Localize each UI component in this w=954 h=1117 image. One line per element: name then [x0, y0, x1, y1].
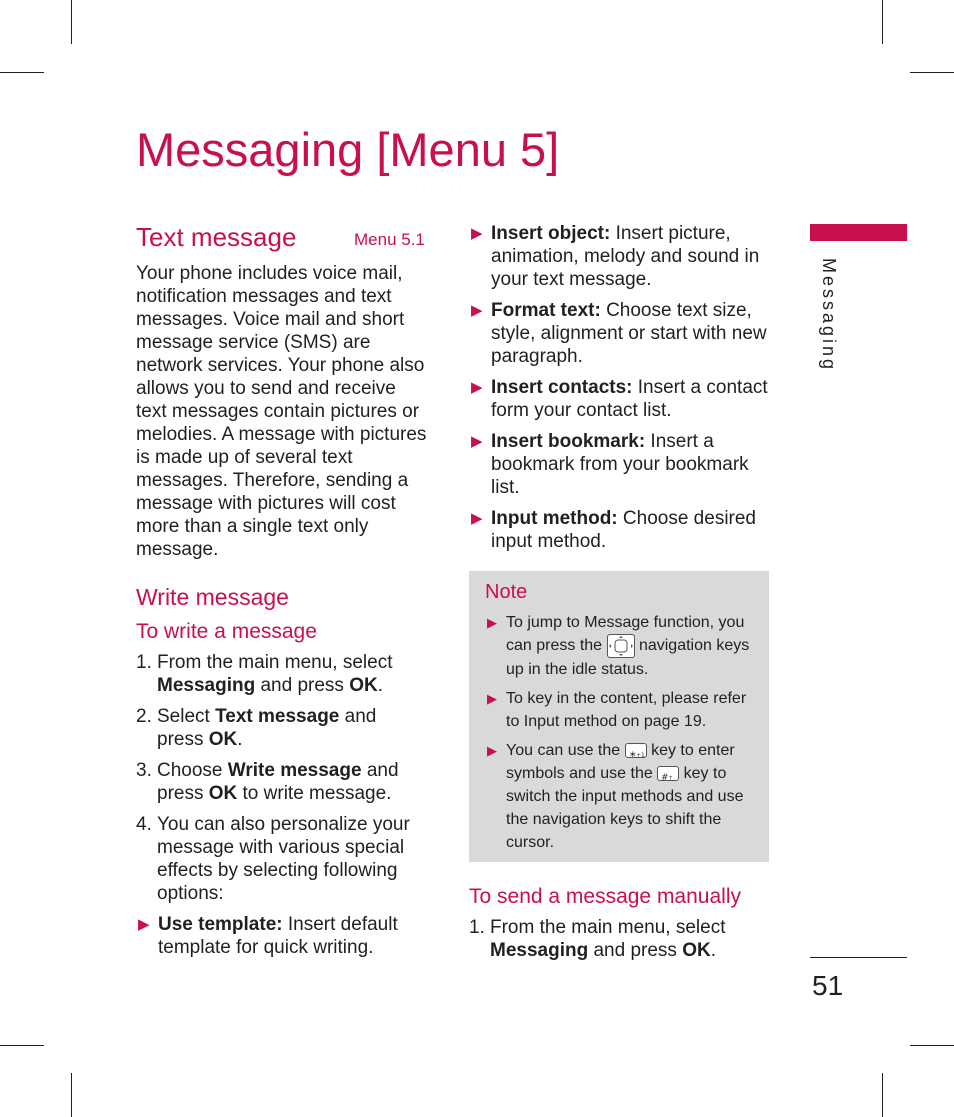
svg-text:+1: +1 [635, 752, 645, 760]
list-item [469, 916, 769, 962]
note-text: key to switch the input methods and use the navigation keys to shift the cursor. [506, 765, 744, 851]
step-text: . [710, 940, 716, 961]
note-text: To key in the content, please refer to Input method on page 19. [506, 690, 747, 730]
text-message-heading: Text message [136, 222, 297, 252]
crop-mark [0, 1045, 44, 1046]
bullet-label: Insert bookmark: [491, 431, 646, 452]
step-bold: Messaging [157, 675, 256, 696]
list-item [136, 813, 428, 905]
section-side-label: Messaging [819, 258, 839, 373]
bullet-triangle-icon: ▶ [471, 302, 483, 319]
svg-text:∗: ∗ [628, 750, 637, 761]
section-tab [810, 224, 907, 241]
list-item [485, 739, 761, 854]
list-item [469, 222, 769, 291]
page-title: Messaging [Menu 5] [136, 123, 560, 176]
step-bold: OK [682, 940, 711, 961]
step-number: 3. [136, 760, 152, 781]
note-list [485, 611, 761, 860]
page-number: 51 [812, 970, 844, 1001]
step-number: 1. [136, 652, 152, 673]
step-bold: OK [208, 783, 238, 804]
step-bold: OK [208, 729, 238, 750]
bullet-triangle-icon: ▶ [471, 510, 483, 527]
write-steps-list [136, 651, 428, 905]
list-item [136, 913, 428, 959]
step-text: From the main menu, select [490, 917, 726, 938]
crop-mark [0, 72, 44, 73]
step-number: 1. [469, 917, 485, 938]
note-text: navigation keys up in the idle status. [506, 637, 750, 678]
template-bullet-list [136, 913, 428, 959]
send-manually-heading: To send a message manually [469, 885, 741, 908]
bullet-text: Insert a bookmark from your bookmark list. [491, 431, 749, 498]
step-text: . [377, 675, 383, 696]
step-text: . [237, 729, 243, 750]
write-message-heading: Write message [136, 584, 289, 610]
star-key-icon [625, 743, 647, 761]
list-item [469, 299, 769, 368]
list-item [136, 759, 428, 805]
navigation-key-icon [607, 634, 635, 658]
crop-mark [882, 1073, 883, 1117]
step-bold: Text message [215, 706, 340, 727]
step-text: to write message. [237, 783, 392, 804]
step-number: 2. [136, 706, 152, 727]
list-item [136, 651, 428, 697]
step-text: and press [255, 675, 350, 696]
note-text: key to enter symbols and use the [506, 742, 735, 782]
to-write-heading: To write a message [136, 620, 317, 643]
crop-mark [882, 0, 883, 44]
list-item [469, 376, 769, 422]
step-text: and press [157, 706, 377, 750]
bullet-triangle-icon: ▶ [487, 691, 497, 706]
bullet-text: Insert a contact form your contact list. [491, 377, 768, 421]
bullet-text: Insert default template for quick writing. [158, 914, 398, 958]
svg-text:↑: ↑ [668, 775, 674, 783]
note-text: To jump to Message function, you can press the [506, 614, 745, 655]
bullet-text: Choose text size, style, alignment or start with new paragraph. [491, 300, 767, 367]
bullet-text: Insert picture, animation, melody and sound in your text message. [491, 223, 760, 290]
list-item [469, 430, 769, 499]
left-column [136, 222, 428, 967]
bullet-label: Insert object: [491, 223, 611, 244]
note-text: You can use the [506, 742, 625, 759]
bullet-triangle-icon: ▶ [471, 433, 483, 450]
step-bold: Messaging [490, 940, 589, 961]
step-text: and press [588, 940, 683, 961]
step-number: 4. [136, 814, 152, 835]
list-item [485, 687, 761, 733]
bullet-label: Use template: [158, 914, 283, 935]
crop-mark [910, 1045, 954, 1046]
bullet-label: Insert contacts: [491, 377, 633, 398]
step-text: Select [157, 706, 216, 727]
bullet-triangle-icon: ▶ [487, 743, 497, 758]
bullet-text: Choose desired input method. [491, 508, 757, 552]
crop-mark [910, 72, 954, 73]
hash-key-icon [657, 766, 679, 784]
crop-mark [71, 1073, 72, 1117]
step-text: From the main menu, select [157, 652, 393, 673]
list-item [136, 705, 428, 751]
bullet-triangle-icon: ▶ [487, 615, 497, 630]
step-bold: Write message [227, 760, 362, 781]
list-item [485, 611, 761, 681]
bullet-label: Format text: [491, 300, 601, 321]
intro-paragraph: Your phone includes voice mail, notification messages and text messages. Voice mail and short message service (SMS) are network services. Your phone also allows you to send and receive text messages contain pictures or melodies. A message with pictures is made up of several text messages. Therefore, sending a message with pictures will cost more than a single text only message. [136, 263, 427, 560]
svg-text:#: # [661, 773, 669, 784]
note-box [469, 571, 769, 862]
step-bold: OK [349, 675, 378, 696]
menu-reference: Menu 5.1 [354, 230, 425, 249]
right-column [469, 222, 769, 561]
bullet-triangle-icon: ▶ [471, 225, 483, 242]
step-text: You can also personalize your message with various special effects by selecting following options: [157, 814, 410, 904]
bullet-triangle-icon: ▶ [138, 916, 150, 933]
note-title: Note [485, 581, 528, 603]
bullet-label: Input method: [491, 508, 618, 529]
step-text: Choose [157, 760, 228, 781]
send-steps-list [469, 916, 769, 962]
page-number-rule [810, 957, 907, 958]
list-item [469, 507, 769, 553]
crop-mark [71, 0, 72, 44]
send-manually-section [469, 884, 769, 970]
step-text: and press [157, 760, 399, 804]
bullet-triangle-icon: ▶ [471, 379, 483, 396]
options-bullet-list [469, 222, 769, 553]
